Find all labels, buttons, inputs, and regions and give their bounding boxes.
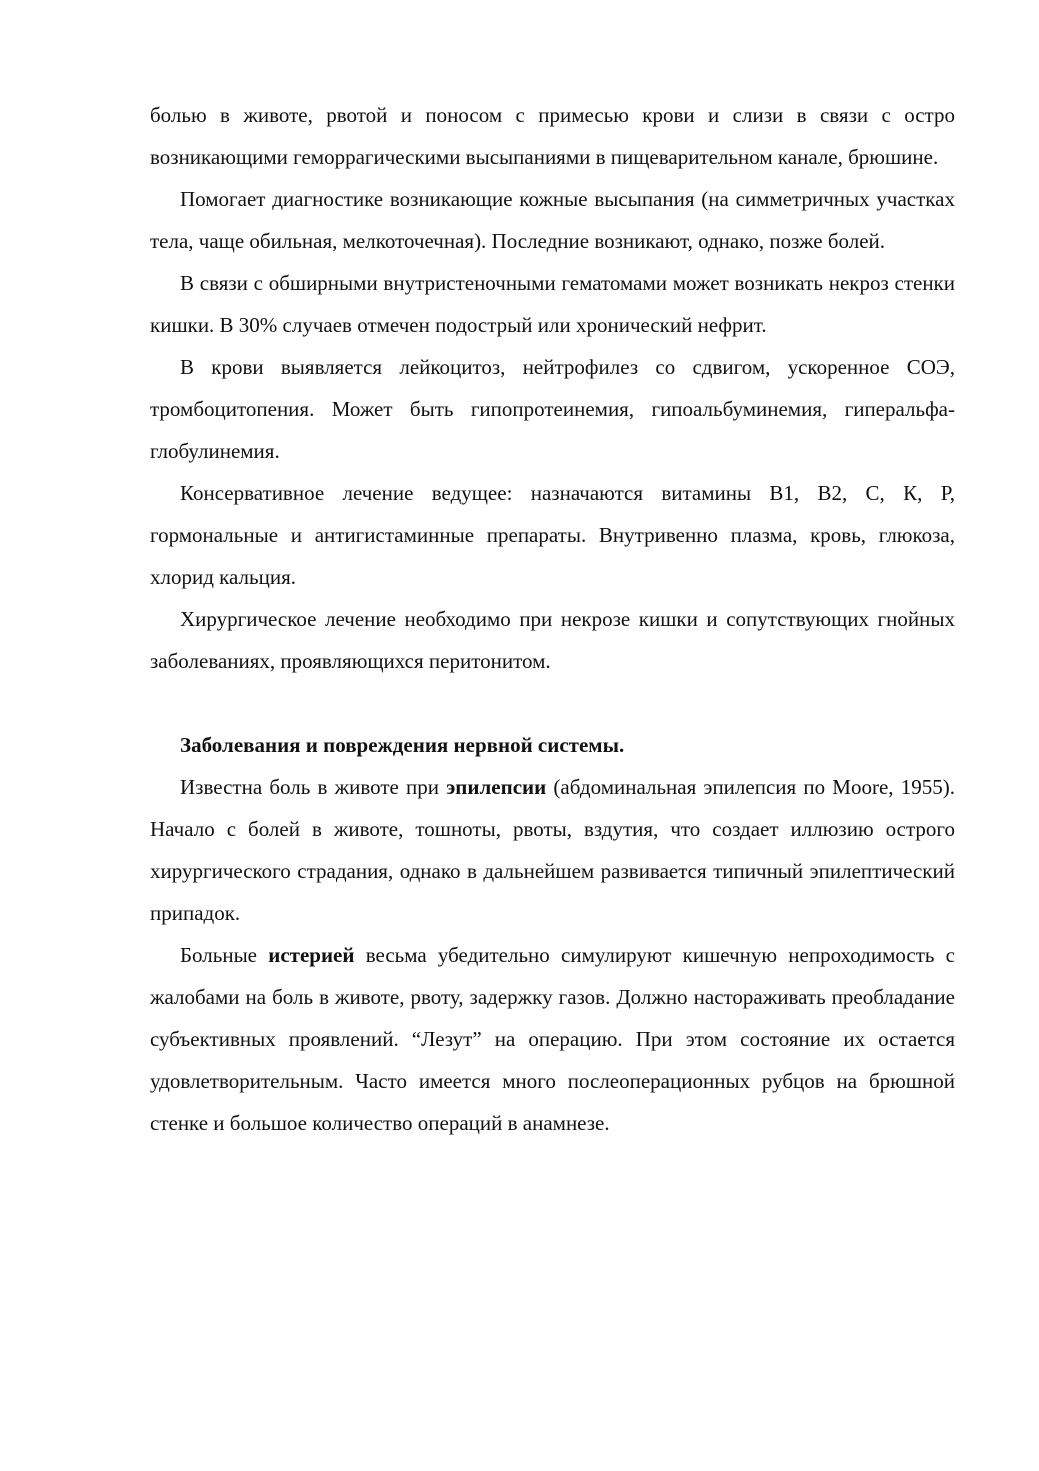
epilepsy-text-after: (абдоминальная эпилепсия по Moore, 1955). Начало с болей в животе, тошноты, рвоты, вздутия, что создает иллюзию острого хирургического страдания, однако в дальнейшем развивается типичный эпилептический припадок. <box>150 775 955 925</box>
paragraph-intestinal-symptoms: болью в животе, рвотой и поносом с примесью крови и слизи в связи с остро возникающими геморрагическими высыпаниями в пищеварительном канале, брюшине. <box>150 103 955 169</box>
hysteria-bold-term: истерией <box>268 943 355 967</box>
epilepsy-text-before: Известна боль в животе при <box>180 775 447 799</box>
section-heading: Заболевания и повреждения нервной системы. <box>180 733 625 757</box>
document-page <box>150 94 955 1144</box>
hysteria-text-before: Больные <box>180 943 269 967</box>
paragraph-hysteria <box>150 934 955 1144</box>
paragraph-epilepsy <box>150 766 955 934</box>
hysteria-text-after: весьма убедительно симулируют кишечную непроходимость с жалобами на боль в животе, рвоту, задержку газов. Должно настораживать преобладание субъективных проявлений. “Лезут” на операцию. При этом состояние их остается удовлетворительным. Часто имеется много послеоперационных рубцов на брюшной стенке и большое количество операций в анамнезе. <box>150 943 955 1135</box>
paragraph-surgical-treatment: Хирургическое лечение необходимо при некрозе кишки и сопутствующих гнойных заболеваниях, проявляющихся перитонитом. <box>150 607 955 673</box>
paragraph-blood-findings: В крови выявляется лейкоцитоз, нейтрофилез со сдвигом, ускоренное СОЭ, тромбоцитопения. Может быть гипопротеинемия, гипоальбуминемия, гиперальфа-глобулинемия. <box>150 355 955 463</box>
paragraph-skin-rash: Помогает диагностике возникающие кожные высыпания (на симметричных участках тела, чаще обильная, мелкоточечная). Последние возникают, однако, позже болей. <box>150 187 955 253</box>
paragraph-necrosis-nephritis: В связи с обширными внутристеночными гематомами может возникать некроз стенки кишки. В 30% случаев отмечен подострый или хронический нефрит. <box>150 271 955 337</box>
paragraph-conservative-treatment: Консервативное лечение ведущее: назначаются витамины В1, В2, С, К, Р, гормональные и антигистаминные препараты. Внутривенно плазма, кровь, глюкоза, хлорид кальция. <box>150 481 955 589</box>
epilepsy-bold-term: эпилепсии <box>446 775 547 799</box>
